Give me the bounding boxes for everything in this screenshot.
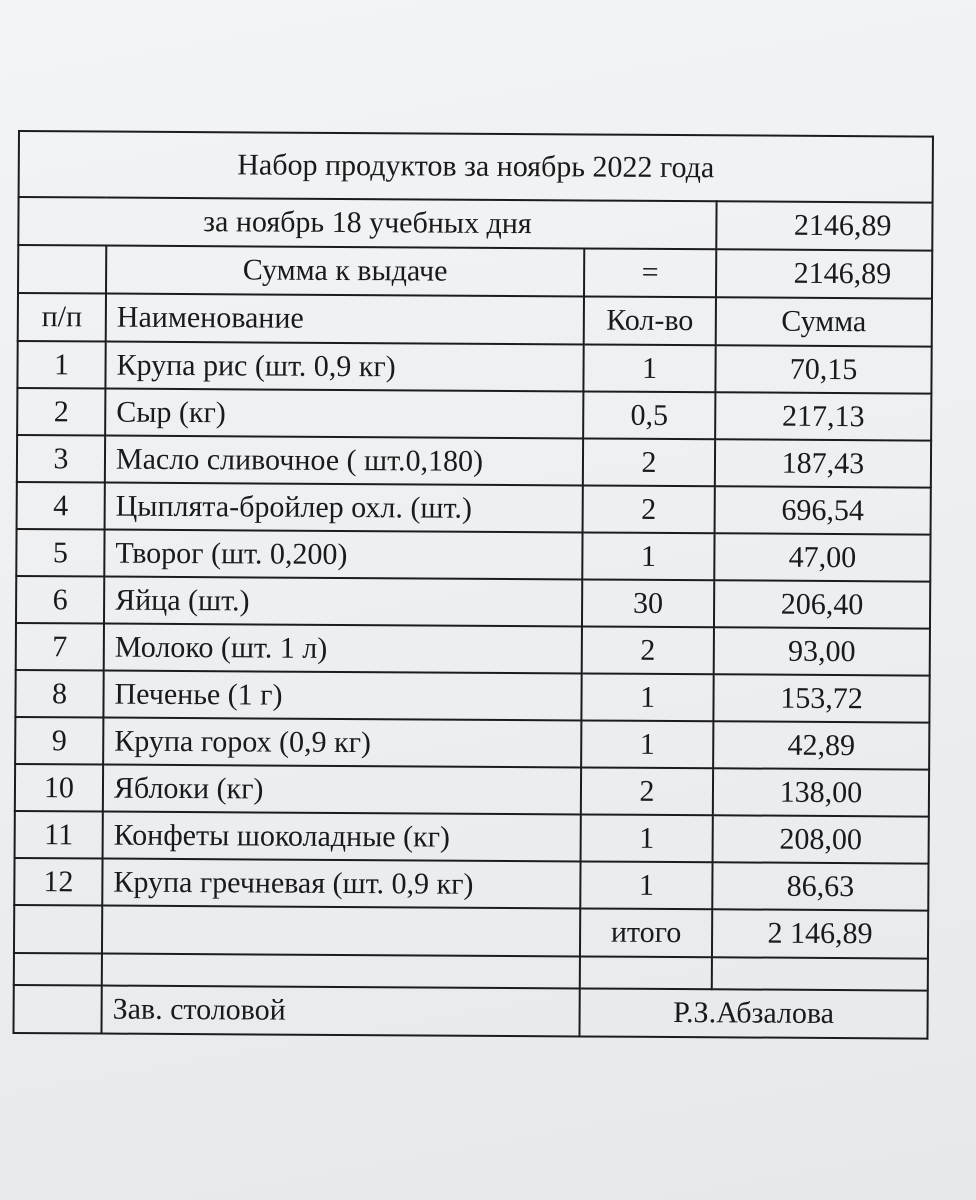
item-sum: 153,72 bbox=[713, 674, 929, 722]
payout-amount: 2146,89 bbox=[716, 249, 932, 298]
item-name: Цыплята-бройлер охл. (шт.) bbox=[105, 483, 583, 533]
item-sum: 86,63 bbox=[712, 862, 928, 910]
item-name: Масло сливочное ( шт.0,180) bbox=[105, 436, 583, 486]
item-sum: 208,00 bbox=[713, 815, 929, 863]
table-row bbox=[16, 576, 930, 629]
header-qty: Кол-во bbox=[584, 296, 716, 345]
item-name: Яблоки (кг) bbox=[103, 765, 581, 815]
item-name: Творог (шт. 0,200) bbox=[104, 530, 582, 580]
item-qty: 1 bbox=[581, 720, 713, 768]
item-name: Крупа гречневая (шт. 0,9 кг) bbox=[102, 859, 580, 909]
item-sum: 206,40 bbox=[714, 580, 930, 628]
header-num: п/п bbox=[18, 293, 106, 342]
item-qty: 30 bbox=[582, 579, 714, 627]
document-title: Набор продуктов за ноябрь 2022 года bbox=[19, 131, 933, 203]
empty-cell bbox=[13, 985, 101, 1034]
period-amount: 2146,89 bbox=[716, 201, 932, 250]
item-qty: 2 bbox=[583, 485, 715, 533]
empty-cell bbox=[102, 906, 580, 957]
product-set-document bbox=[12, 130, 932, 1040]
signature-cell bbox=[101, 986, 579, 1037]
item-sum: 696,54 bbox=[715, 486, 931, 534]
table-row bbox=[17, 388, 931, 441]
table-row bbox=[15, 717, 929, 770]
item-sum: 47,00 bbox=[714, 533, 930, 581]
item-num: 3 bbox=[17, 435, 105, 483]
item-qty: 1 bbox=[581, 673, 713, 721]
item-num: 2 bbox=[17, 388, 105, 436]
table-row bbox=[16, 529, 930, 582]
table-row bbox=[15, 670, 929, 723]
item-sum: 42,89 bbox=[713, 721, 929, 769]
item-qty: 0,5 bbox=[583, 391, 715, 439]
item-name: Крупа горох (0,9 кг) bbox=[103, 718, 581, 768]
item-num: 9 bbox=[15, 717, 103, 765]
item-qty: 1 bbox=[580, 861, 712, 909]
item-sum: 217,13 bbox=[715, 392, 931, 440]
item-qty: 1 bbox=[582, 532, 714, 580]
empty-cell bbox=[18, 245, 106, 294]
position-label: Зав. столовой bbox=[112, 992, 286, 1027]
item-qty: 2 bbox=[581, 767, 713, 815]
item-sum: 93,00 bbox=[714, 627, 930, 675]
item-num: 10 bbox=[15, 764, 103, 812]
item-qty: 1 bbox=[581, 814, 713, 862]
empty-cell bbox=[14, 905, 102, 954]
payout-label: Сумма к выдаче bbox=[106, 246, 584, 297]
table-row bbox=[15, 811, 929, 864]
empty-cell bbox=[580, 956, 712, 989]
period-label: за ноябрь 18 учебных дня bbox=[18, 197, 716, 249]
item-name: Печенье (1 г) bbox=[103, 671, 581, 721]
table-row bbox=[17, 435, 931, 488]
table-row bbox=[15, 764, 929, 817]
item-name: Крупа рис (шт. 0,9 кг) bbox=[105, 342, 583, 392]
item-name: Яйца (шт.) bbox=[104, 577, 582, 627]
table-row bbox=[16, 623, 930, 676]
item-num: 11 bbox=[15, 811, 103, 859]
item-sum: 187,43 bbox=[715, 439, 931, 487]
item-name: Молоко (шт. 1 л) bbox=[104, 624, 582, 674]
empty-cell bbox=[14, 953, 102, 986]
header-name: Наименование bbox=[106, 294, 584, 345]
product-table bbox=[12, 130, 934, 1040]
item-sum: 138,00 bbox=[713, 768, 929, 816]
item-sum: 70,15 bbox=[715, 345, 931, 393]
item-num: 8 bbox=[15, 670, 103, 718]
total-label: итого bbox=[580, 908, 712, 957]
item-qty: 1 bbox=[583, 344, 715, 392]
signer-name: Р.З.Абзалова bbox=[579, 988, 927, 1038]
item-num: 1 bbox=[17, 341, 105, 389]
item-num: 12 bbox=[14, 858, 102, 906]
item-num: 4 bbox=[17, 482, 105, 530]
empty-cell bbox=[102, 954, 580, 989]
item-name: Конфеты шоколадные (кг) bbox=[103, 812, 581, 862]
empty-cell bbox=[712, 957, 928, 990]
item-num: 5 bbox=[16, 529, 104, 577]
item-qty: 2 bbox=[582, 626, 714, 674]
item-num: 7 bbox=[16, 623, 104, 671]
payout-sign: = bbox=[584, 248, 716, 297]
table-row bbox=[17, 482, 931, 535]
table-row bbox=[17, 341, 931, 394]
item-name: Сыр (кг) bbox=[105, 389, 583, 439]
item-num: 6 bbox=[16, 576, 104, 624]
table-row bbox=[14, 858, 928, 911]
header-sum: Сумма bbox=[716, 297, 932, 346]
item-qty: 2 bbox=[583, 438, 715, 486]
total-amount: 2 146,89 bbox=[712, 909, 928, 958]
